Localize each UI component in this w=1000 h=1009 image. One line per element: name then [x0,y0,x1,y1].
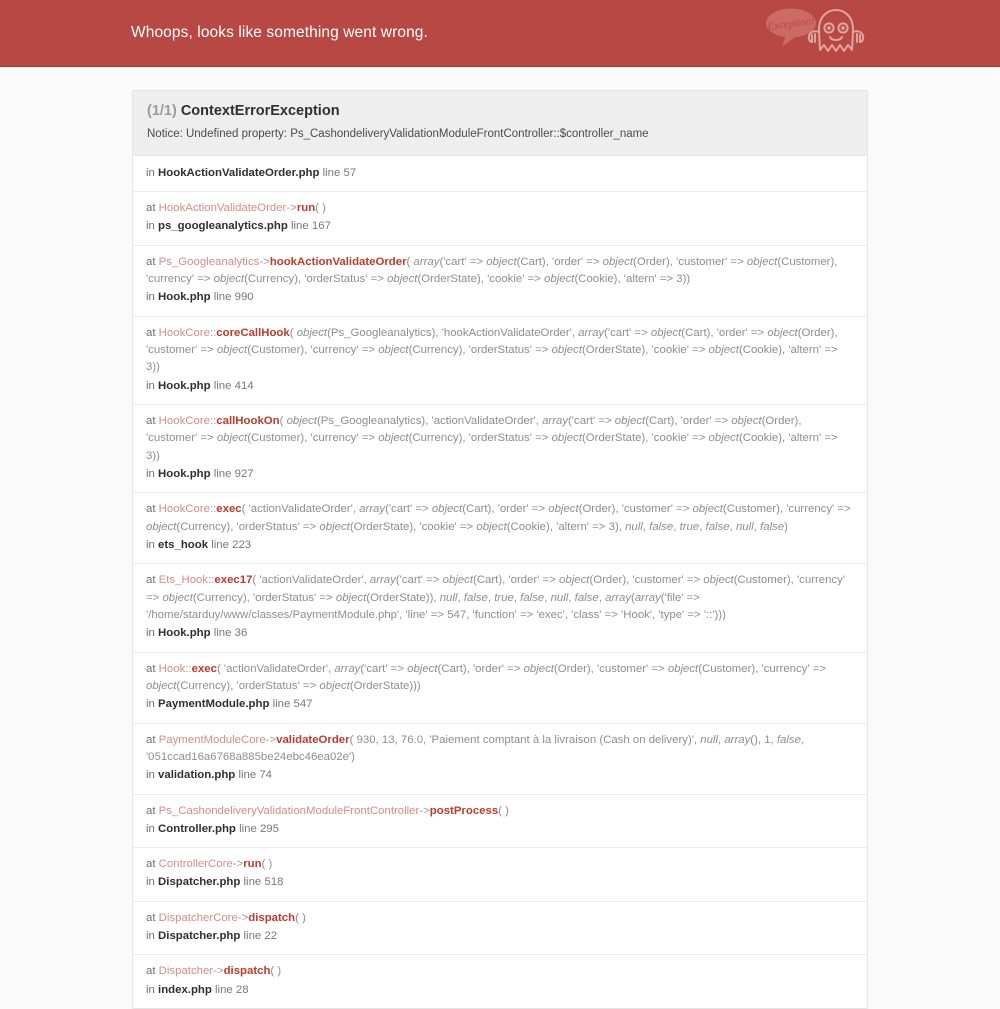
trace-location [146,378,854,395]
trace-in-label: in [146,467,155,480]
trace-at-label: at [146,858,156,871]
trace-args: ( ) [270,965,282,978]
trace-line: line 547 [272,698,313,711]
trace-file: Hook.php [158,627,211,640]
trace-line: line 167 [290,220,331,233]
exception-count: (1/1) [147,103,177,119]
trace-separator: :: [209,414,217,427]
exception-header [133,91,867,156]
trace-args: ( object(Ps_Googleanalytics), 'hookActionValidateOrder', array('cart' => object(Cart), 'order' => object(Order), 'customer' => object(Customer), 'currency' => object(Currency), 'orderStatus' => object(OrderState), 'cookie' => object(Cookie), 'altern' => 3)) [146,326,838,374]
trace-class[interactable]: PaymentModuleCore [158,733,266,746]
trace-method: exec [216,503,242,516]
trace-at-label: at [146,911,156,924]
trace-in-label: in [146,698,155,711]
trace-at-label: at [146,255,156,268]
banner-title: Whoops, looks like something went wrong. [131,24,428,41]
trace-in-label: in [146,930,155,943]
trace-call [146,661,854,696]
trace-location [146,466,854,483]
trace-entry [133,848,867,902]
ghost-icon [762,2,872,64]
trace-separator: -> [213,965,224,978]
trace-call [146,856,854,873]
trace-args: ( object(Ps_Googleanalytics), 'actionValidateOrder', array('cart' => object(Cart), 'order' => object(Order), 'customer' => object(Customer), 'currency' => object(Currency), 'orderStatus' => object(OrderState), 'cookie' => object(Cookie), 'altern' => 3)) [146,414,838,462]
trace-args: ( 'actionValidateOrder', array('cart' => object(Cart), 'order' => object(Order), 'customer' => object(Customer), 'currency' => object(Currency), 'orderStatus' => object(OrderState))) [146,662,827,692]
trace-entry [133,192,867,246]
trace-method: exec17 [214,574,253,587]
trace-method: callHookOn [216,414,280,427]
trace-in-label: in [146,220,155,233]
trace-line: line 990 [213,291,254,304]
trace-separator: -> [265,733,277,746]
trace-separator: -> [232,858,244,871]
trace-at-label: at [146,326,156,339]
trace-file: Controller.php [158,822,236,835]
trace-separator: :: [185,662,192,675]
trace-location [146,982,854,999]
trace-file: HookActionValidateOrder.php [158,166,320,179]
trace-in-label: in [146,627,155,640]
trace-line: line 223 [211,538,252,551]
trace-args: ( 'actionValidateOrder', array('cart' => object(Cart), 'order' => object(Order), 'customer' => object(Customer), 'currency' => object(Currency), 'orderStatus' => object(OrderState)), null, false, true, false, null, false, array(array('file' => '/home/starduy/www/classes/PaymentModule.php', 'line' => 547, 'function' => 'exec', 'class' => 'Hook', 'type' => '::'))) [146,574,846,621]
trace-class[interactable]: Ps_CashondeliveryValidationModuleFrontController [158,804,420,817]
trace-at-label: at [146,662,156,675]
trace-file: Hook.php [158,379,211,392]
exception-message: Notice: Undefined property: Ps_CashondeliveryValidationModuleFrontController::$controller_name [147,128,649,141]
trace-location [146,537,854,554]
trace-call [146,413,854,465]
trace-file: Hook.php [158,291,211,304]
trace-args: ( ) [261,858,273,871]
trace-file: Dispatcher.php [158,876,241,889]
trace-call [146,963,854,980]
trace-file: Dispatcher.php [158,930,241,943]
trace-in-label: in [146,769,155,782]
trace-in-label: in [146,166,155,179]
trace-location [146,165,854,182]
trace-call [146,732,854,767]
trace-separator: -> [419,804,430,817]
trace-separator: :: [209,326,217,339]
trace-separator: -> [237,911,249,924]
trace-separator: -> [259,255,270,268]
trace-class[interactable]: HookCore [158,503,210,516]
trace-line: line 927 [213,467,254,480]
trace-args: ( ) [295,911,306,924]
trace-in-label: in [146,379,155,392]
trace-method: hookActionValidateOrder [269,255,407,268]
trace-entry [133,902,867,956]
trace-separator: :: [209,503,217,516]
page-body [0,67,1000,1009]
trace-entry [133,493,867,564]
trace-in-label: in [146,291,155,304]
trace-file: PaymentModule.php [158,698,270,711]
trace-entry [133,317,867,405]
trace-call [146,501,854,536]
trace-line: line 22 [243,930,278,943]
trace-location [146,218,854,235]
trace-args: ( ) [498,804,509,817]
trace-location [146,821,854,838]
trace-in-label: in [146,983,155,996]
trace-call [146,325,854,377]
trace-line: line 518 [243,876,284,889]
trace-class[interactable]: HookCore [158,326,210,339]
trace-location [146,696,854,713]
trace-separator: :: [208,574,215,587]
trace-at-label: at [146,201,156,214]
trace-separator: -> [286,201,297,214]
trace-args: ( 930, 13, 76.0, 'Paiement comptant à la livraison (Cash on delivery)', null, array(), 1, false, '051ccad16a6768a885be24ebc46ea02e') [146,733,805,763]
trace-entry [133,724,867,795]
exception-title [147,102,853,120]
trace-class[interactable]: Hook [158,662,186,675]
trace-entry [133,955,867,1008]
svg-text:Exception!: Exception! [766,14,816,34]
trace-line: line 28 [215,983,249,996]
trace-class[interactable]: HookActionValidateOrder [158,201,287,214]
trace-call [146,200,854,217]
trace-location [146,928,854,945]
trace-in-label: in [146,822,155,835]
trace-location [146,767,854,784]
trace-at-label: at [146,965,156,978]
content-container [132,90,868,1009]
trace-class[interactable]: Ps_Googleanalytics [158,255,260,268]
trace-method: dispatch [223,965,271,978]
trace-method: exec [191,662,217,675]
trace-line: line 295 [239,822,279,835]
trace-args: ( ) [315,201,326,214]
trace-line: line 414 [213,379,254,392]
exception-type: ContextErrorException [180,103,340,119]
trace-at-label: at [146,733,156,746]
exception-card [132,90,868,1009]
trace-line: line 57 [322,166,357,179]
trace-method: coreCallHook [216,326,290,339]
trace-entry [133,156,867,192]
trace-at-label: at [146,503,156,516]
trace-location [146,289,854,306]
trace-call [146,910,854,927]
trace-class[interactable]: ControllerCore [158,858,233,871]
trace-at-label: at [146,414,156,427]
trace-file: index.php [158,983,212,996]
trace-at-label: at [146,804,156,817]
trace-call [146,254,854,289]
trace-entry [133,405,867,493]
error-banner [0,0,1000,67]
trace-args: ( 'actionValidateOrder', array('cart' => object(Cart), 'order' => object(Order), 'customer' => object(Customer), 'currency' => object(Currency), 'orderStatus' => object(OrderState), 'cookie' => object(Cookie), 'altern' => 3), null, false, true, false, null, false) [146,503,851,533]
trace-class[interactable]: HookCore [158,414,210,427]
trace-file: ps_googleanalytics.php [158,220,288,233]
trace-file: validation.php [158,769,236,782]
trace-entry [133,795,867,849]
trace-class[interactable]: DispatcherCore [158,911,238,924]
trace-call [146,803,854,820]
trace-in-label: in [146,538,155,551]
trace-line: line 36 [213,627,248,640]
trace-class[interactable]: Dispatcher [158,965,214,978]
trace-class[interactable]: Ets_Hook [158,574,209,587]
trace-entry [133,653,867,724]
trace-file: ets_hook [158,538,209,551]
trace-method: dispatch [248,911,296,924]
trace-location [146,625,854,642]
trace-call [146,572,854,624]
trace-method: run [296,201,316,214]
trace-args: ( array('cart' => object(Cart), 'order' => object(Order), 'customer' => object(Customer), 'currency' => object(Currency), 'orderStatus' => object(OrderState), 'cookie' => object(Cookie), 'altern' => 3)) [146,255,838,285]
trace-at-label: at [146,574,156,587]
trace-method: postProcess [429,804,499,817]
stack-trace-list [133,156,867,1008]
trace-entry [133,246,867,317]
trace-line: line 74 [238,769,273,782]
trace-in-label: in [146,876,155,889]
trace-method: run [243,858,262,871]
trace-entry [133,564,867,652]
trace-file: Hook.php [158,467,211,480]
trace-method: validateOrder [276,733,350,746]
trace-location [146,874,854,891]
